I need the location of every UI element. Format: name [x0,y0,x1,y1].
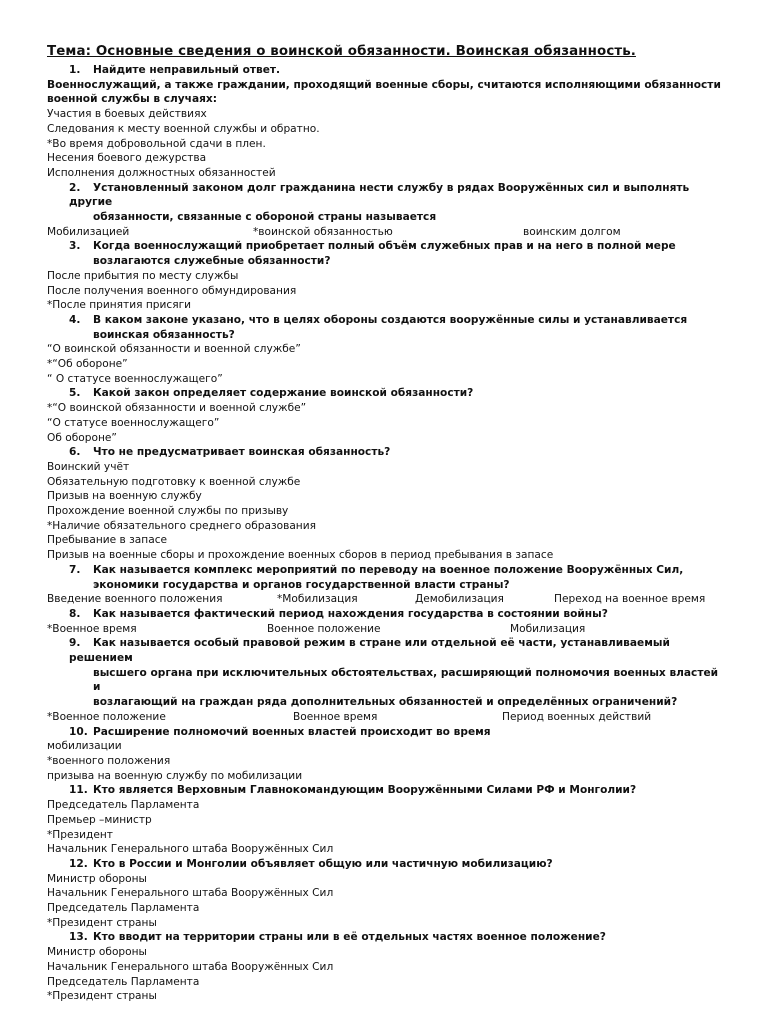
question-text-cont: военной службы в случаях: [47,93,217,106]
answer-option: После прибытия по месту службы [47,269,239,282]
answer-option: Председатель Парламента [47,975,200,988]
answer-option: Исполнения должностных обязанностей [47,166,276,179]
answer-option: *военного положения [47,754,171,767]
answer-option: *Наличие обязательного среднего образования [47,519,316,532]
answer-option: Премьер –министр [47,813,152,826]
question-text: Как называется фактический период нахождения государства в состоянии войны? [93,607,608,620]
answer-row [47,592,727,607]
question-text: Найдите неправильный ответ. [93,64,281,76]
question-number: 4. [69,313,81,326]
answer-option: Председатель Парламента [47,799,200,812]
question-2 [47,181,727,225]
question-7 [47,563,727,592]
question-number: 7. [69,563,81,576]
answer-option: *Военное время [47,622,137,635]
question-4 [47,313,727,342]
answer-option: Обязательную подготовку к военной службе [47,475,301,488]
answer-option: Военное время [293,710,378,723]
question-number: 12. [69,857,88,870]
page-title: Тема: Основные сведения о воинской обязанности. Воинская обязанность. [47,44,636,59]
answer-option: *Президент страны [47,916,157,929]
answer-option: Начальник Генерального штаба Вооружённых Сил [47,843,334,856]
answer-option: *“О воинской обязанности и военной службе” [47,402,307,415]
question-number: 5. [69,387,81,400]
question-6 [47,445,727,460]
question-5 [47,386,727,401]
question-text: В каком законе указано, что в целях обороны создаются вооружённые силы и устанавливается [93,313,688,326]
answer-option: Воинский учёт [47,460,130,473]
answer-option: мобилизации [47,740,122,753]
answer-option: *Мобилизация [277,593,358,606]
answer-option: “ О статусе военнослужащего” [47,372,223,385]
question-text: Какой закон определяет содержание воинской обязанности? [93,387,474,400]
question-text-cont: экономики государства и органов государственной власти страны? [93,578,510,591]
question-text: Кто вводит на территории страны или в её отдельных частях военное положение? [93,931,606,944]
answer-option: Период военных действий [502,710,652,723]
question-text-cont: возлагающий на граждан ряда дополнительных обязанностей и определённых ограничений? [93,696,678,709]
question-text: Как называется особый правовой режим в стране или отдельной её части, устанавливаемый решением [69,637,670,665]
answer-option: Призыв на военные сборы и прохождение военных сборов в период пребывания в запасе [47,549,554,562]
question-number: 9. [69,637,81,650]
question-8 [47,607,727,622]
question-number: 6. [69,446,81,459]
question-3 [47,239,727,268]
document-page [47,44,727,1004]
answer-option: Демобилизация [415,593,504,606]
question-12 [47,857,727,872]
answer-row [47,225,727,240]
answer-option: Начальник Генерального штаба Вооружённых Сил [47,887,334,900]
answer-option: Введение военного положения [47,593,223,606]
answer-option: Мобилизация [510,622,586,635]
question-13 [47,930,727,945]
answer-option: Несения боевого дежурства [47,152,207,165]
answer-option: *После принятия присяги [47,299,192,312]
answer-option: Председатель Парламента [47,902,200,915]
answer-option: Об обороне” [47,431,117,444]
answer-option: Мобилизацией [47,225,130,238]
question-text-cont: воинская обязанность? [93,328,235,341]
answer-option: *воинской обязанностью [253,225,393,238]
question-text-cont: обязанности, связанные с обороной страны называется [93,211,437,224]
question-text-cont: возлагаются служебные обязанности? [93,255,331,268]
answer-option: *“Об обороне” [47,358,128,371]
answer-option: Начальник Генерального штаба Вооружённых Сил [47,960,334,973]
question-text: Как называется комплекс мероприятий по переводу на военное положение Вооружённых Сил, [93,563,684,576]
answer-option: Военное положение [267,622,381,635]
answer-option: *Президент [47,828,113,841]
answer-option: Министр обороны [47,946,147,959]
question-number: 10. [69,725,88,738]
question-text: Расширение полномочий военных властей происходит во время [93,725,491,738]
question-text: Что не предусматривает воинская обязанность? [93,446,391,459]
answer-option: Следования к месту военной службы и обратно. [47,122,320,135]
answer-row [47,622,727,637]
answer-option: воинским долгом [523,225,621,238]
question-9 [47,636,727,710]
question-number: 2. [69,181,81,194]
answer-row [47,710,727,725]
answer-option: призыва на военную службу по мобилизации [47,769,303,782]
question-number: 13. [69,931,88,944]
answer-option: После получения военного обмундирования [47,284,297,297]
question-number: 3. [69,240,81,253]
question-text: Кто в России и Монголии объявляет общую или частичную мобилизацию? [93,857,553,870]
answer-option: Прохождение военной службы по призыву [47,505,289,518]
answer-option: Пребывание в запасе [47,534,168,547]
answer-option: Министр обороны [47,872,147,885]
question-10 [47,725,727,740]
question-text: Установленный законом долг гражданина нести службу в рядах Вооружённых сил и выполнять другие [69,181,690,209]
answer-option: *Военное положение [47,710,166,723]
question-text: Когда военнослужащий приобретает полный объём служебных прав и на него в полной мере [93,240,676,253]
question-11 [47,783,727,798]
question-number: 1. [69,64,81,76]
answer-option: Призыв на военную службу [47,490,202,503]
question-text-cont: высшего органа при исключительных обстоятельствах, расширяющий полномочия военных властей и [93,666,719,694]
answer-option: *Президент страны [47,990,157,1003]
question-number: 11. [69,784,88,797]
answer-option: Переход на военное время [554,593,706,606]
question-text-cont: Военнослужащий, а также граждании, проходящий военные сборы, считаются исполняющими обязанности [47,78,721,91]
answer-option: “О воинской обязанности и военной службе” [47,343,301,356]
question-number: 8. [69,607,81,620]
answer-option: “О статусе военнослужащего” [47,416,220,429]
question-text: Кто является Верховным Главнокомандующим Вооружёнными Силами РФ и Монголии? [93,784,637,797]
answer-option: Участия в боевых действиях [47,108,207,121]
question-1 [47,63,727,107]
answer-option: *Во время добровольной сдачи в плен. [47,137,266,150]
